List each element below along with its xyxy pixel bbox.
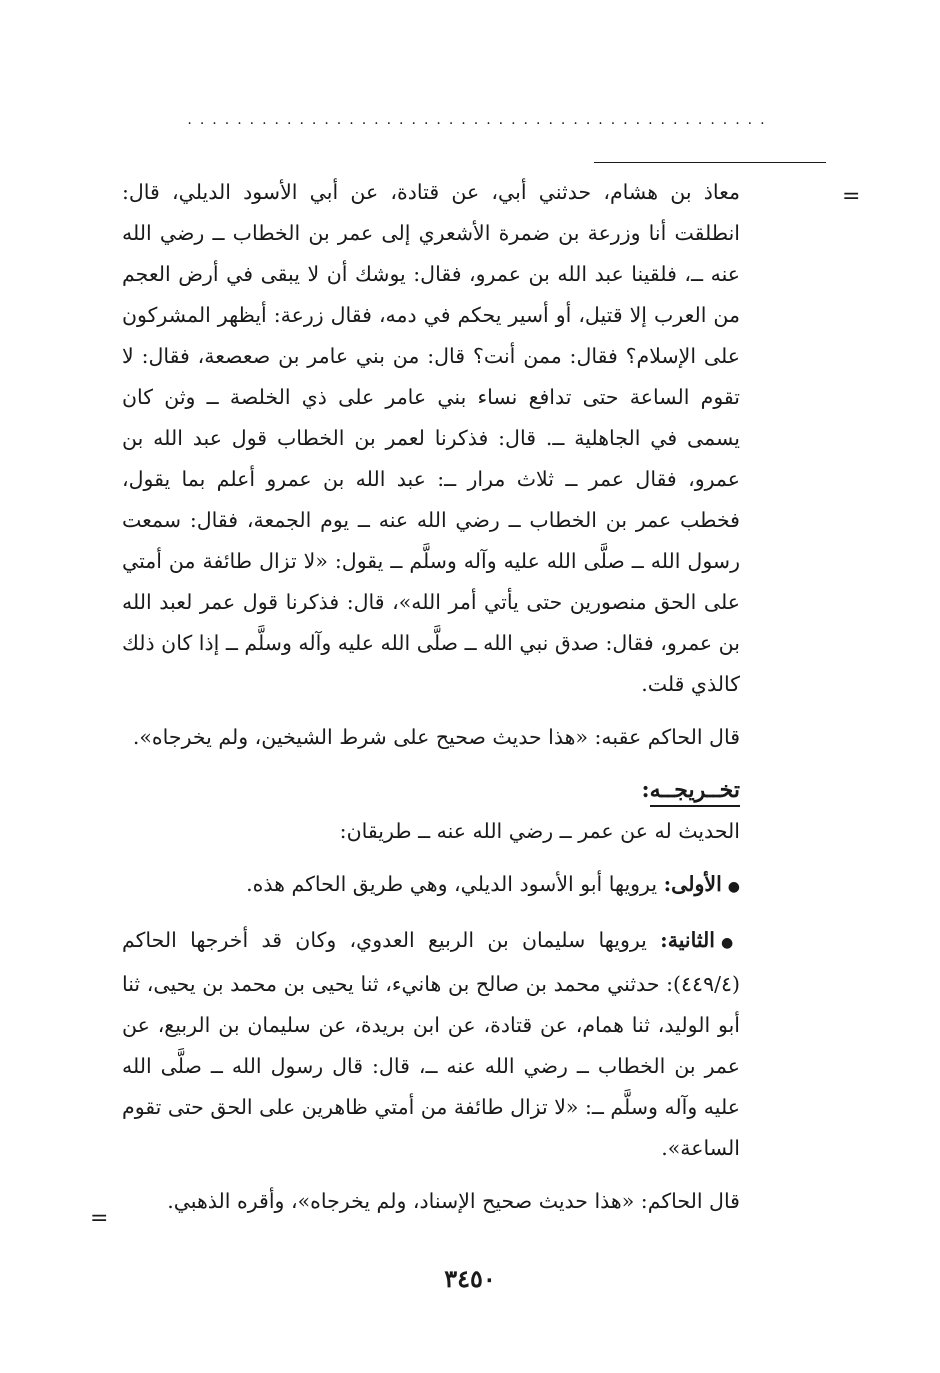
page-body [122,172,740,1222]
page-number: ٣٤٥٠ [444,1264,496,1293]
paths-intro: الحديث له عن عمر ــ رضي الله عنه ــ طريقان: [339,819,740,843]
second-path-label: الثانية: [660,928,715,952]
footnote-rule [594,162,826,163]
hadith-paragraph: معاذ بن هشام، حدثني أبي، عن قتادة، عن أبي الأسود الديلي، قال: انطلقت أنا وزرعة بن ضمرة الأشعري إلى عمر بن الخطاب ــ رضي الله عنه ــ، فلقينا عبد الله بن عمرو، فقال: يوشك أن لا يبقى في أرض العجم من العرب إلا قتيل، أو أسير يحكم في دمه، فقال زرعة: أيظهر المشركون على الإسلام؟ فقال: ممن أنت؟ قال: من بني عامر بن صعصعة، فقال: لا تقوم الساعة حتى تدافع نساء بني عامر على ذي الخلصة ــ وثن كان يسمى في الجاهلية ــ. قال: فذكرنا لعمر بن الخطاب قول عبد الله بن عمرو، فقال عمر ــ ثلاث مرار ــ: عبد الله بن عمرو أعلم بما يقول، فخطب عمر بن الخطاب ــ رضي الله عنه ــ يوم الجمعة، فقال: سمعت رسول الله ــ صلَّى الله عليه وآله وسلَّم ــ يقول: «لا تزال طائفة من أمتي على الحق منصورين حتى يأتي أمر الله»، قال: فذكرنا قول عمر لعبد الله بن عمرو، فقال: صدق نبي الله ــ صلَّى الله عليه وآله وسلَّم ــ إذا كان ذلك كالذي قلت. [122,180,740,696]
first-path [122,864,740,908]
top-dotted-separator: ............................................... [187,112,773,126]
continuation-mark-bottom: = [90,1206,109,1231]
takhrij-title: تخــريجــه [650,777,740,807]
second-path [122,920,740,1169]
black-circle-icon: ● [721,935,740,951]
hakim-final-comment: قال الحاكم: «هذا حديث صحيح الإسناد، ولم يخرجاه»، وأقره الذهبي. [167,1189,740,1213]
first-path-text: يرويها أبو الأسود الديلي، وهي طريق الحاكم هذه. [246,872,664,896]
first-path-label: الأولى: [663,872,722,896]
second-path-text: يرويها سليمان بن الربيع العدوي، وكان قد أخرجها الحاكم (٤٤٩/٤): حدثني محمد بن صالح بن هانيء، ثنا يحيى بن محمد بن يحيى، ثنا أبو الوليد، ثنا همام، عن قتادة، عن ابن بريدة، عن سليمان بن الربيع، عن عمر بن الخطاب ــ رضي الله عنه ــ، قال: قال رسول الله ــ صلَّى الله عليه وآله وسلَّم ــ: «لا تزال طائفة من أمتي ظاهرين على الحق حتى تقوم الساعة». [122,928,740,1160]
takhrij-colon: : [641,777,650,803]
continuation-mark-top: = [842,184,861,209]
hakim-comment: قال الحاكم عقبه: «هذا حديث صحيح على شرط الشيخين، ولم يخرجاه». [132,725,740,749]
takhrij-heading [122,770,740,811]
black-circle-icon: ● [727,879,740,895]
